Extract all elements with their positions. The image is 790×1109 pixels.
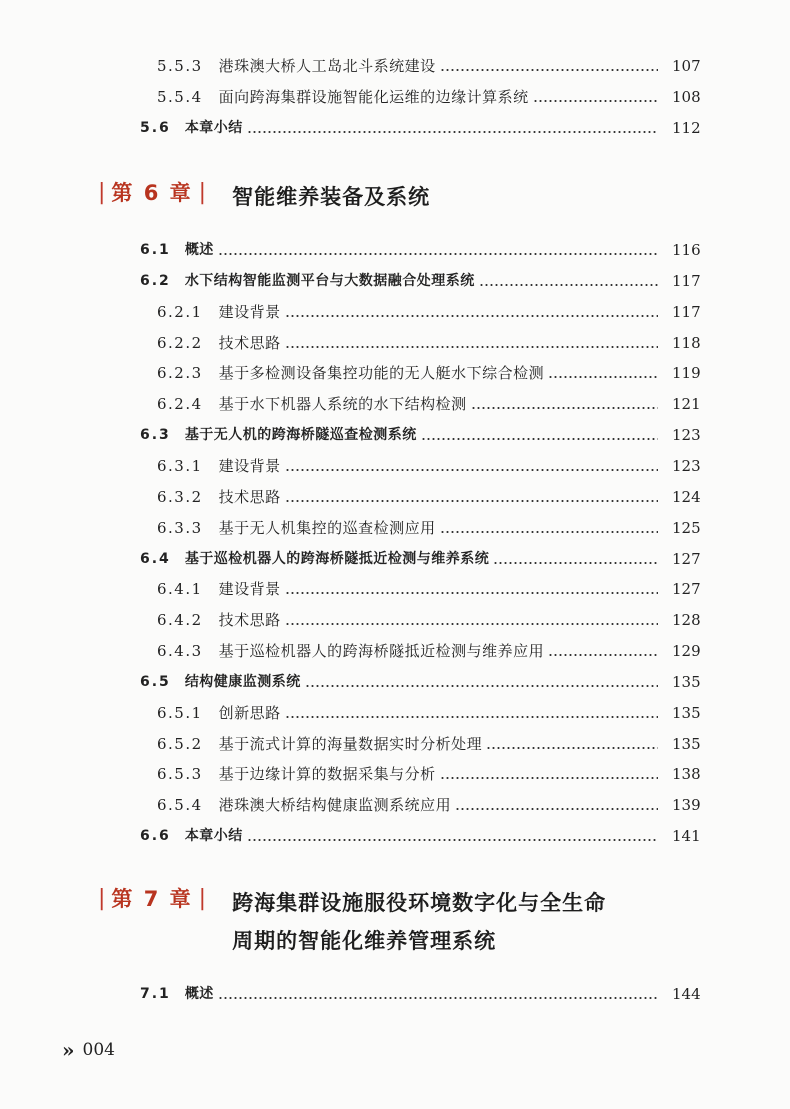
toc-entry-page: 117 [672, 302, 701, 321]
toc-entry-page: 112 [672, 119, 701, 137]
toc-entry-number: 5.5.4 [157, 88, 203, 106]
dot-leader [285, 610, 658, 630]
toc-entry[interactable] [0, 545, 790, 569]
dot-leader [285, 487, 658, 507]
toc-entry[interactable] [0, 514, 790, 538]
toc-entry-page: 135 [672, 703, 701, 722]
chapter-bar-right: | [198, 886, 207, 911]
chapter-7-title-line-2: 周期的智能化维养管理系统 [232, 929, 497, 953]
toc-entry-number: 6.4.2 [157, 611, 203, 630]
toc-entry-title: 水下结构智能监测平台与大数据融合处理系统 [184, 272, 475, 289]
toc-entry-title: 基于流式计算的海量数据实时分析处理 [218, 734, 483, 753]
toc-entry-page: 141 [672, 827, 701, 846]
toc-entry-title: 建设背景 [218, 302, 281, 321]
toc-entry-page: 121 [672, 395, 701, 414]
toc-entry-page: 119 [672, 364, 701, 383]
toc-entry[interactable] [0, 329, 790, 353]
toc-entry-number: 6.2.1 [157, 302, 203, 321]
toc-entry-number: 6.2.3 [157, 364, 203, 383]
toc-entry-page: 125 [672, 518, 701, 537]
dot-leader [218, 240, 658, 260]
toc-entry-title: 基于巡检机器人的跨海桥隧抵近检测与维养系统 [184, 550, 490, 567]
dot-leader [285, 703, 658, 723]
toc-entry-number: 7.1 [140, 986, 171, 1002]
toc-entry-number: 5.6 [140, 120, 171, 136]
toc-entry-title: 技术思路 [218, 487, 281, 506]
toc-entry[interactable] [0, 699, 790, 723]
toc-entry-page: 135 [672, 734, 701, 753]
chapter-7-heading [98, 884, 606, 960]
toc-entry[interactable] [0, 575, 790, 599]
dot-leader [440, 764, 658, 784]
toc-entry-title: 创新思路 [218, 703, 281, 722]
toc-entry-page: 123 [672, 456, 701, 475]
toc-entry-number: 6.2.2 [157, 333, 203, 352]
toc-entry-page: 127 [672, 549, 701, 568]
toc-entry-title: 基于边缘计算的数据采集与分析 [218, 765, 436, 784]
dot-leader [247, 118, 658, 138]
chapter-6-title [232, 178, 430, 216]
toc-entry-number: 6.4 [140, 550, 171, 567]
dot-leader [421, 425, 658, 445]
toc-entry[interactable] [0, 421, 790, 445]
chapter-bar-left: | [98, 886, 106, 911]
chapter-bar-left: | [98, 180, 106, 205]
toc-entry-title: 基于水下机器人系统的水下结构检测 [218, 395, 467, 414]
toc-entry-page: 123 [672, 426, 701, 445]
dot-leader [218, 984, 658, 1004]
toc-entry-page: 124 [672, 487, 701, 506]
toc-entry[interactable] [0, 822, 790, 846]
toc-entry-title: 技术思路 [218, 333, 281, 352]
toc-entry[interactable] [0, 359, 790, 383]
toc-entry-title: 基于无人机集控的巡查检测应用 [218, 518, 436, 537]
toc-entry-page: 129 [672, 642, 701, 661]
toc-entry-number: 5.5.3 [157, 57, 203, 75]
page-footer [62, 1038, 115, 1062]
toc-entry-page: 107 [672, 57, 701, 75]
toc-entry-number: 6.1 [140, 242, 171, 258]
dot-leader [455, 795, 658, 815]
page-number: 004 [82, 1040, 115, 1060]
toc-entry-page: 127 [672, 580, 701, 599]
toc-entry-page: 128 [672, 611, 701, 630]
toc-entry-title: 本章小结 [184, 120, 243, 136]
chapter-6-heading [98, 178, 430, 216]
dot-leader [285, 302, 658, 322]
dot-leader [247, 826, 658, 846]
dot-leader [471, 394, 658, 414]
toc-entry-number: 6.5.2 [157, 734, 203, 753]
dot-leader [285, 333, 658, 353]
toc-entry-title: 港珠澳大桥人工岛北斗系统建设 [218, 57, 436, 75]
toc-entry-page: 135 [672, 672, 701, 691]
toc-entry[interactable] [0, 267, 790, 291]
chapter-6-title-line: 智能维养装备及系统 [232, 185, 431, 209]
dot-leader [548, 641, 658, 661]
toc-entry-title: 面向跨海集群设施智能化运维的边缘计算系统 [218, 88, 529, 106]
toc-entry-page: 108 [672, 88, 701, 106]
toc-entry[interactable] [0, 390, 790, 414]
toc-entry-title: 概述 [184, 986, 214, 1002]
toc-entry[interactable] [0, 791, 790, 815]
toc-entry-page: 144 [672, 985, 701, 1003]
toc-entry-title: 技术思路 [218, 611, 281, 630]
chapter-7-title [232, 884, 606, 960]
toc-entry-number: 6.5.1 [157, 703, 203, 722]
toc-entry[interactable] [0, 980, 790, 1004]
toc-entry-number: 6.5.3 [157, 765, 203, 784]
toc-entry[interactable] [0, 760, 790, 784]
dot-leader [533, 87, 658, 107]
dot-leader [285, 579, 658, 599]
dot-leader [486, 734, 658, 754]
toc-entry-number: 6.3.1 [157, 456, 203, 475]
dot-leader [493, 549, 658, 569]
toc-entry-page: 139 [672, 796, 701, 815]
toc-entry-number: 6.3.3 [157, 518, 203, 537]
toc-entry-number: 6.4.3 [157, 642, 203, 661]
dot-leader [479, 271, 658, 291]
toc-entry-number: 6.5 [140, 673, 171, 690]
toc-entry-page: 118 [672, 333, 701, 352]
chapter-bar-right: | [198, 180, 207, 205]
toc-entry[interactable] [0, 83, 790, 107]
toc-entry[interactable] [0, 452, 790, 476]
toc-entry-number: 6.2.4 [157, 395, 203, 414]
toc-entry-page: 138 [672, 765, 701, 784]
toc-entry-page: 117 [672, 271, 701, 290]
toc-entry-title: 结构健康监测系统 [184, 673, 301, 690]
toc-entry-number: 6.4.1 [157, 580, 203, 599]
toc-entry[interactable] [0, 298, 790, 322]
toc-entry-title: 概述 [184, 242, 214, 258]
toc-entry-number: 6.3 [140, 427, 171, 444]
toc-entry[interactable] [0, 52, 790, 76]
double-chevron-icon: » [62, 1038, 75, 1062]
toc-entry[interactable] [0, 637, 790, 661]
dot-leader [440, 518, 658, 538]
dot-leader [440, 56, 658, 76]
chapter-7-label: 第 7 章 [111, 887, 193, 911]
toc-entry-title: 建设背景 [218, 456, 281, 475]
toc-entry-title: 建设背景 [218, 580, 281, 599]
toc-entry-number: 6.5.4 [157, 796, 203, 815]
chapter-7-title-line-1: 跨海集群设施服役环境数字化与全生命 [232, 891, 607, 915]
toc-entry-number: 6.3.2 [157, 487, 203, 506]
toc-entry-title: 基于巡检机器人的跨海桥隧抵近检测与维养应用 [218, 642, 545, 661]
dot-leader [285, 456, 658, 476]
toc-entry-title: 基于多检测设备集控功能的无人艇水下综合检测 [218, 364, 545, 383]
toc-entry-title: 港珠澳大桥结构健康监测系统应用 [218, 796, 452, 815]
dot-leader [548, 363, 658, 383]
toc-entry-title: 基于无人机的跨海桥隧巡查检测系统 [184, 427, 417, 444]
toc-entry[interactable] [0, 730, 790, 754]
toc-entry-title: 本章小结 [184, 828, 243, 845]
chapter-6-label: 第 6 章 [111, 181, 193, 205]
toc-entry[interactable] [0, 668, 790, 692]
toc-entry-number: 6.2 [140, 272, 171, 289]
toc-entry[interactable] [0, 236, 790, 260]
toc-entry-number: 6.6 [140, 828, 171, 845]
toc-entry-page: 116 [672, 241, 701, 259]
toc-entry[interactable] [0, 606, 790, 630]
toc-entry[interactable] [0, 483, 790, 507]
toc-entry[interactable] [0, 114, 790, 138]
dot-leader [305, 672, 658, 692]
